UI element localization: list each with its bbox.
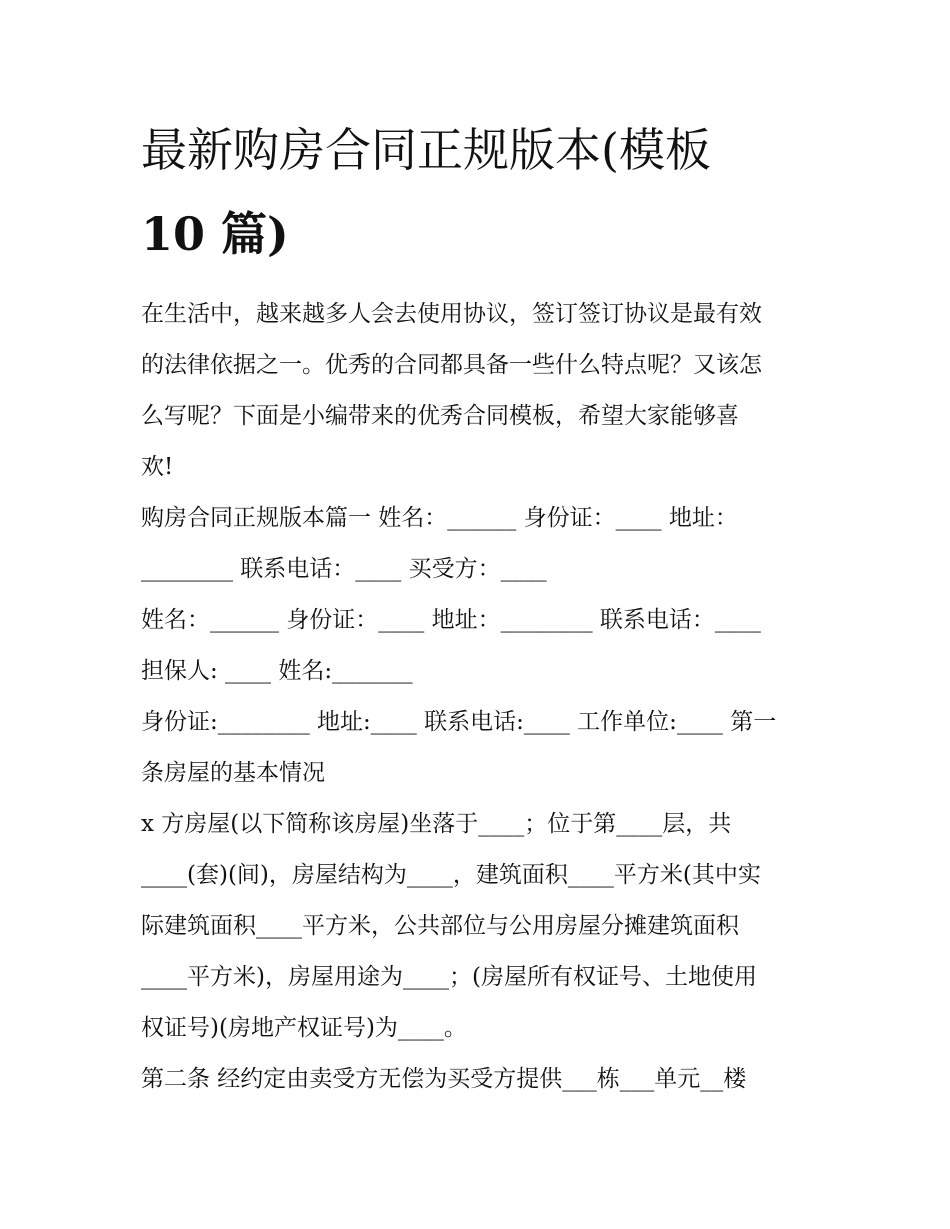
body-line: 欢! [141, 454, 174, 480]
body-line: ____平方米)，房屋用途为____；(房屋所有权证号、土地使用 [141, 964, 757, 990]
document-page [141, 108, 821, 1105]
body-line: 身份证:________ 地址:____ 联系电话:____ 工作单位:____ 第一 [141, 709, 777, 735]
body-line: ________ 联系电话：____ 买受方：____ [141, 556, 547, 582]
body-line: 姓名：______ 身份证：____ 地址：________ 联系电话：____ [141, 607, 761, 633]
document-title [141, 108, 821, 276]
body-line: 际建筑面积____平方米，公共部位与公用房屋分摊建筑面积 [141, 913, 739, 939]
title-line-1: 最新购房合同正规版本(模板 [141, 123, 711, 177]
body-line: ____(套)(间)，房屋结构为____，建筑面积____平方米(其中实 [141, 862, 761, 888]
body-line: x 方房屋(以下简称该房屋)坐落于____；位于第____层，共 [141, 811, 732, 837]
title-line-2: 10 篇) [141, 207, 289, 261]
body-line: 的法律依据之一。优秀的合同都具备一些什么特点呢？又该怎 [141, 352, 762, 378]
body-line: 么写呢？下面是小编带来的优秀合同模板，希望大家能够喜 [141, 403, 739, 429]
body-line: 担保人: ____ 姓名:_______ [141, 658, 413, 684]
body-line: 权证号)(房地产权证号)为____。 [141, 1015, 467, 1041]
body-line: 条房屋的基本情况 [141, 760, 325, 786]
body-line: 购房合同正规版本篇一 姓名：______ 身份证：____ 地址： [141, 505, 738, 531]
body-line: 第二条 经约定由卖受方无偿为买受方提供___栋___单元__楼 [141, 1066, 747, 1092]
document-body [141, 289, 821, 1105]
body-line: 在生活中，越来越多人会去使用协议，签订签订协议是最有效 [141, 301, 762, 327]
